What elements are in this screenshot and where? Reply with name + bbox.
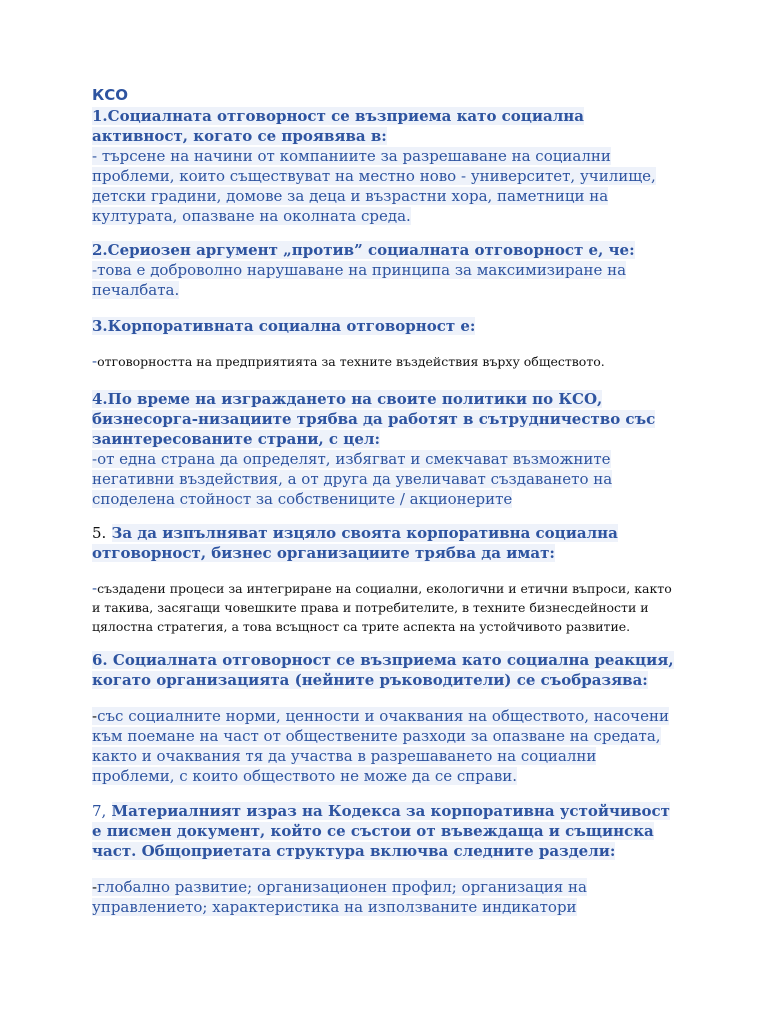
question-7: 7, Материалният израз на Кодекса за корпоративна устойчивост е писмен документ, който се състои от въвеждаща и същинска част. Общоприетата структура включва следните раздели: bbox=[92, 802, 670, 860]
question-3: 3.Корпоративната социална отговорност е: bbox=[92, 317, 476, 335]
question-6: 6. Социалната отговорност се възприема като социална реакция, когато организацията (нейните ръководители) се съобразява: bbox=[92, 651, 674, 689]
qa-item-1 bbox=[92, 106, 682, 226]
document-title: КСО bbox=[92, 86, 129, 104]
qa-item-4 bbox=[92, 389, 682, 509]
answer-5: -създадени процеси за интегриране на социални, екологични и етични въпроси, както и такива, засягащи човешките права и потребителите, в техните бизнесдейности и цялостна стратегия, а това всъщност са трите аспекта на устойчивото развитие. bbox=[92, 579, 672, 634]
answer-2: -това е доброволно нарушаване на принципа за максимизиране на печалбата. bbox=[92, 261, 627, 299]
question-2: 2.Сериозен аргумент „против” социалната отговорност е, че: bbox=[92, 241, 635, 259]
qa-item-3 bbox=[92, 316, 682, 371]
answer-4: -от една страна да определят, избягват и смекчават възможните негативни въздействия, а от друга да увеличават създаването на споделена стойност за собствениците / акционерите bbox=[92, 450, 613, 508]
answer-1: - търсене на начини от компаниите за разрешаване на социални проблеми, които съществуват на местно ново - университет, училище, детски градини, домове за деца и възрастни хора, паметници на културата, опазване на околната среда. bbox=[92, 147, 656, 225]
qa-item-2 bbox=[92, 240, 682, 300]
qa-item-7 bbox=[92, 801, 682, 917]
question-5: 5. За да изпълняват изцяло своята корпоративна социална отговорност, бизнес организациите трябва да имат: bbox=[92, 524, 618, 562]
answer-7: -глобално развитие; организационен профил; организация на управлението; характеристика на използваните индикатори bbox=[92, 878, 587, 916]
question-4: 4.По време на изграждането на своите политики по КСО, бизнесорга-низациите трябва да работят в сътрудничество със заинтересованите страни, с цел: bbox=[92, 390, 656, 448]
qa-item-6 bbox=[92, 650, 682, 786]
answer-3: -отговорността на предприятията за техните въздействия върху обществото. bbox=[92, 352, 605, 370]
question-1: 1.Социалната отговорност се възприема като социална активност, когато се проявява в: bbox=[92, 107, 585, 145]
qa-item-5 bbox=[92, 523, 682, 636]
answer-6: -със социалните норми, ценности и очаквания на обществото, насочени към поемане на част от обществените разходи за опазване на средата, както и очаквания тя да участва в разрешаването на социални проблеми, с които обществото не може да се справи. bbox=[92, 707, 669, 785]
